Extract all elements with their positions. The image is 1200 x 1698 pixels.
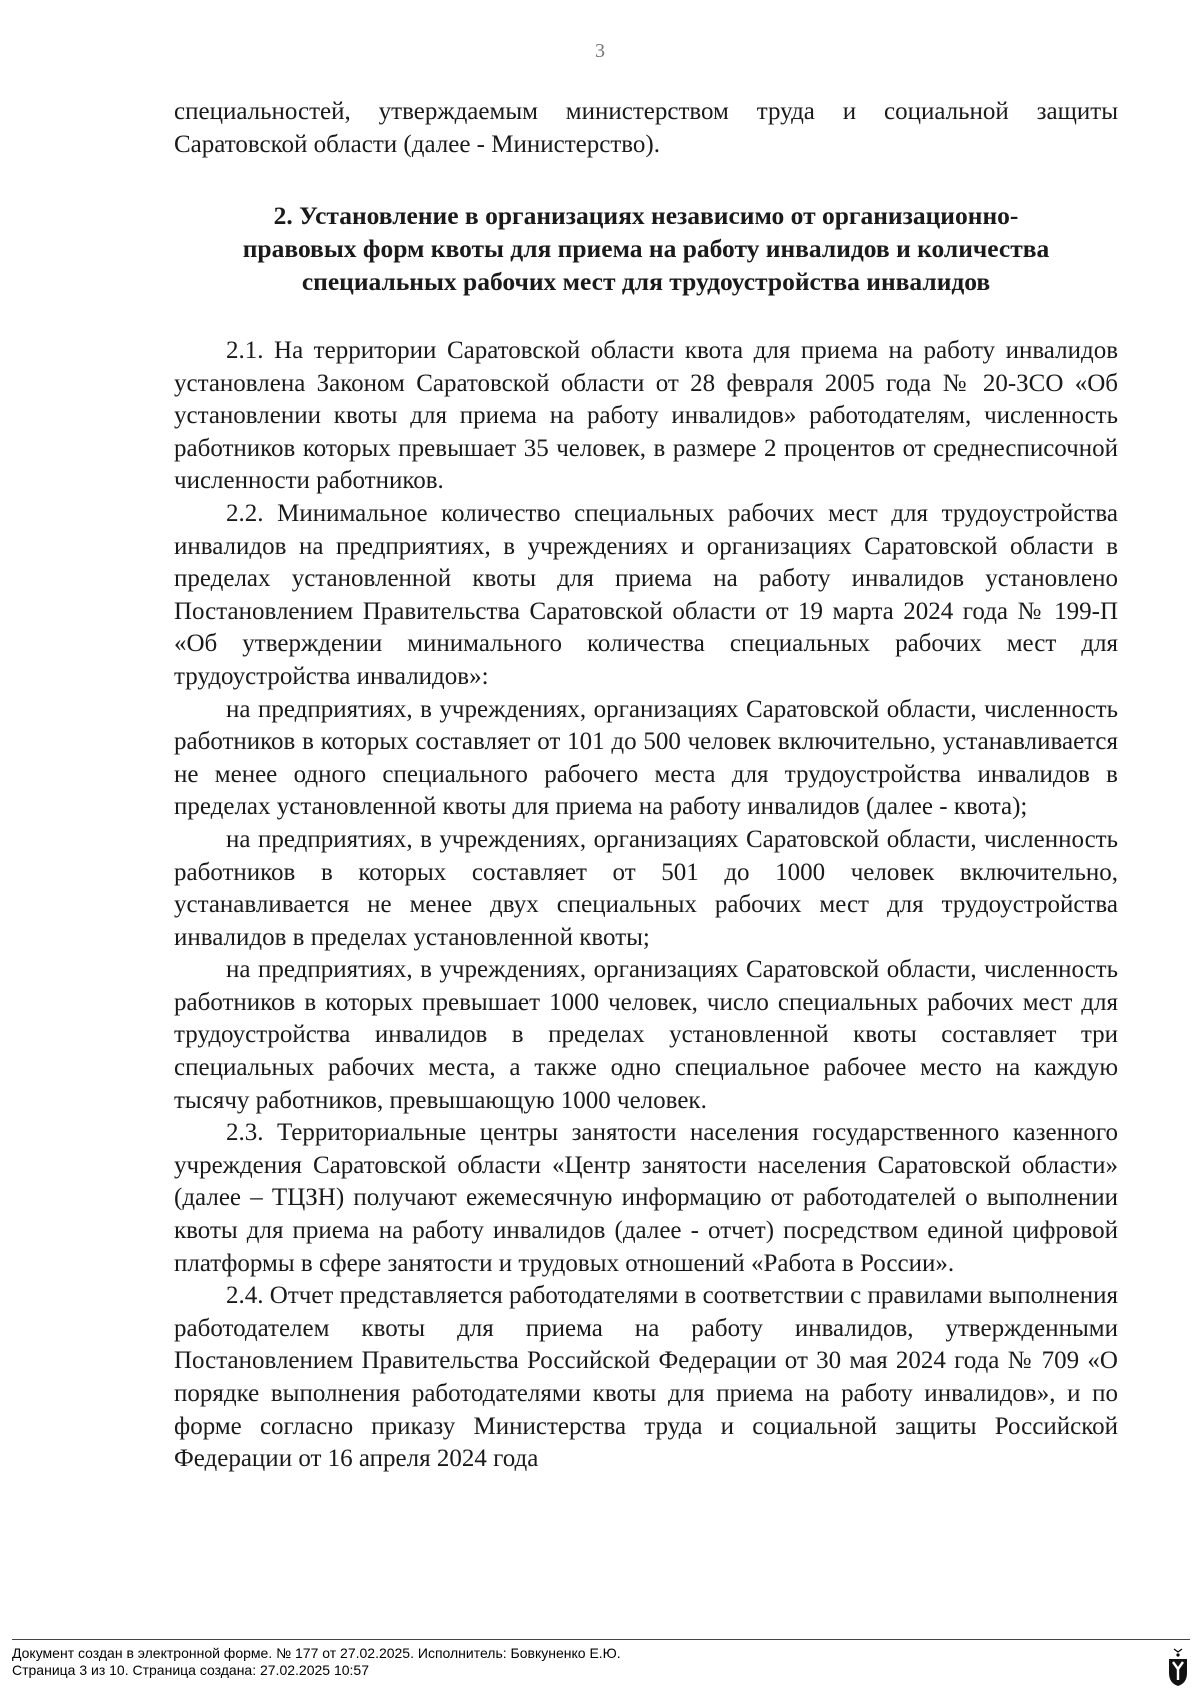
section-heading-line: правовых форм квоты для приема на работу инвалидов и количества <box>242 234 1050 263</box>
paragraph-2-4: 2.4. Отчет представляется работодателями в соответствии с правилами выполнения работодателем квоты для приема на работу инвалидов, утвержденными Постановлением Правительства Российской Федерации от 30 мая 2024 года № 709 «О порядке выполнения работодателями квоты для приема на работу инвалидов», и по форме согласно приказу Министерства труда и социальной защиты Российской Федерации от 16 апреля 2024 года <box>174 1282 1118 1473</box>
section-body <box>174 335 1118 1476</box>
paragraph-quota-101-500: на предприятиях, в учреждениях, организациях Саратовской области, численность работников в которых составляет от 101 до 500 человек включительно, устанавливается не менее одного специального рабочего места для трудоустройства инвалидов в пределах установленной квоты для приема на работу инвалидов (далее - квота); <box>174 695 1118 821</box>
page-number: 3 <box>595 40 605 62</box>
section-heading <box>174 199 1118 298</box>
document-footer <box>12 1645 621 1679</box>
paragraph-2-3: 2.3. Территориальные центры занятости населения государственного казенного учреждения Саратовской области «Центр занятости населения Саратовской области» (далее – ТЦЗН) получают ежемесячную информацию от работодателей о выполнении квоты для приема на работу инвалидов (далее - отчет) посредством единой цифровой платформы в сфере занятости и трудовых отношений «Работа в России». <box>174 1119 1118 1277</box>
section-heading-line: 2. Установление в организациях независимо от организационно- <box>273 201 1019 230</box>
coat-of-arms-icon <box>1166 1647 1190 1687</box>
footer-line: Документ создан в электронной форме. № 177 от 27.02.2025. Исполнитель: Бовкуненко Е.Ю. <box>12 1645 621 1661</box>
footer-divider <box>12 1639 1190 1640</box>
paragraph-quota-over-1000: на предприятиях, в учреждениях, организациях Саратовской области, численность работников в которых превышает 1000 человек, число специальных рабочих мест для трудоустройства инвалидов в пределах установленной квоты составляет три специальных рабочих места, а также одно специальное рабочее место на каждую тысячу работников, превышающую 1000 человек. <box>174 956 1118 1114</box>
paragraph-2-1: 2.1. На территории Саратовской области квота для приема на работу инвалидов установлена Законом Саратовской области от 28 февраля 2005 года № 20-ЗСО «Об установлении квоты для приема на работу инвалидов» работодателям, численность работников которых превышает 35 человек, в размере 2 процентов от среднесписочной численности работников. <box>174 337 1118 495</box>
paragraph-2-2: 2.2. Минимальное количество специальных рабочих мест для трудоустройства инвалидов на предприятиях, в учреждениях и организациях Саратовской области в пределах установленной квоты для приема на работу инвалидов установлено Постановлением Правительства Саратовской области от 19 марта 2024 года № 199-П «Об утверждении минимального количества специальных рабочих мест для трудоустройства инвалидов»: <box>174 499 1118 690</box>
footer-line: Страница 3 из 10. Страница создана: 27.02.2025 10:57 <box>12 1662 369 1678</box>
paragraph-quota-501-1000: на предприятиях, в учреждениях, организациях Саратовской области, численность работников в которых составляет от 501 до 1000 человек включительно, устанавливается не менее двух специальных рабочих мест для трудоустройства инвалидов в пределах установленной квоты; <box>174 825 1118 951</box>
intro-paragraph: специальностей, утверждаемым министерством труда и социальной защиты Саратовской области (далее - Министерство). <box>174 98 1118 158</box>
section-heading-line: специальных рабочих мест для трудоустройства инвалидов <box>301 267 991 296</box>
